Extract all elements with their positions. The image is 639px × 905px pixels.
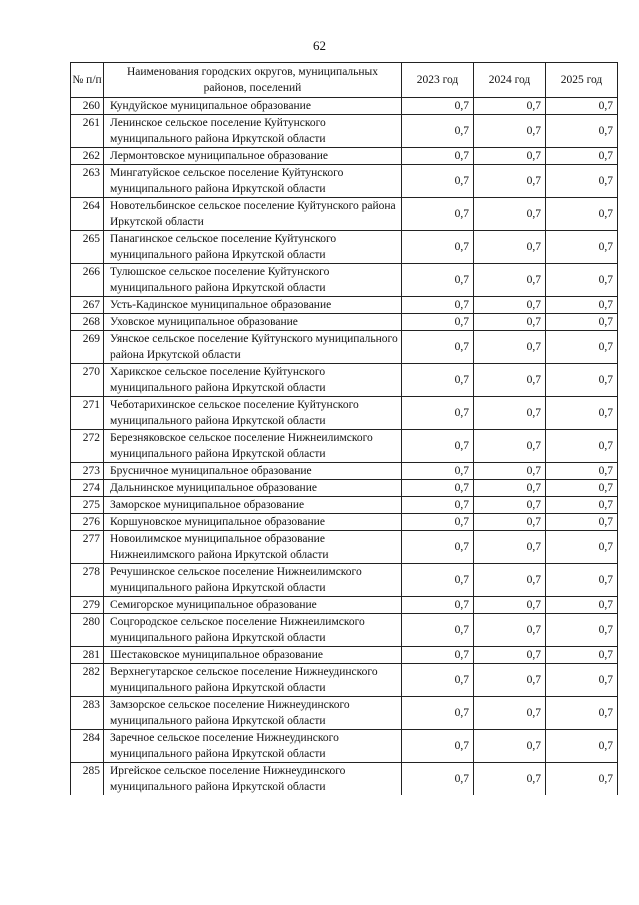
table-row: [71, 331, 618, 364]
value-2023: 0,7: [402, 497, 474, 514]
value-2023: 0,7: [402, 397, 474, 430]
value-2024: 0,7: [474, 264, 546, 297]
value-2023: 0,7: [402, 297, 474, 314]
row-name: Брусничное муниципальное образование: [104, 463, 402, 480]
value-2024: 0,7: [474, 497, 546, 514]
value-2023: 0,7: [402, 647, 474, 664]
value-2023: 0,7: [402, 115, 474, 148]
value-2025: 0,7: [546, 148, 618, 165]
table-row: [71, 165, 618, 198]
header-number: № п/п: [71, 63, 104, 98]
row-number: 280: [71, 614, 104, 647]
header-name: Наименования городских округов, муниципальных районов, поселений: [104, 63, 402, 98]
row-name: Коршуновское муниципальное образование: [104, 514, 402, 531]
table-row: [71, 514, 618, 531]
row-number: 276: [71, 514, 104, 531]
value-2023: 0,7: [402, 314, 474, 331]
row-number: 282: [71, 664, 104, 697]
value-2025: 0,7: [546, 231, 618, 264]
row-name: Лермонтовское муниципальное образование: [104, 148, 402, 165]
row-number: 263: [71, 165, 104, 198]
page-number: 62: [313, 38, 326, 53]
row-name: Соцгородское сельское поселение Нижнеилимского муниципального района Иркутской области: [104, 614, 402, 647]
value-2023: 0,7: [402, 198, 474, 231]
value-2024: 0,7: [474, 614, 546, 647]
table-row: [71, 763, 618, 796]
row-number: 262: [71, 148, 104, 165]
table-row: [71, 364, 618, 397]
row-number: 269: [71, 331, 104, 364]
value-2023: 0,7: [402, 98, 474, 115]
row-name: Чеботарихинское сельское поселение Куйтунского муниципального района Иркутской области: [104, 397, 402, 430]
value-2025: 0,7: [546, 763, 618, 796]
value-2024: 0,7: [474, 397, 546, 430]
row-number: 264: [71, 198, 104, 231]
row-name: Новоилимское муниципальное образование Нижнеилимского района Иркутской области: [104, 531, 402, 564]
value-2024: 0,7: [474, 763, 546, 796]
table-row: [71, 480, 618, 497]
value-2023: 0,7: [402, 697, 474, 730]
row-number: 274: [71, 480, 104, 497]
value-2024: 0,7: [474, 364, 546, 397]
table-row: [71, 198, 618, 231]
value-2023: 0,7: [402, 763, 474, 796]
value-2023: 0,7: [402, 364, 474, 397]
row-number: 261: [71, 115, 104, 148]
allocation-table: [70, 62, 618, 795]
value-2024: 0,7: [474, 480, 546, 497]
value-2024: 0,7: [474, 231, 546, 264]
value-2025: 0,7: [546, 647, 618, 664]
table-row: [71, 314, 618, 331]
row-number: 283: [71, 697, 104, 730]
row-name: Дальнинское муниципальное образование: [104, 480, 402, 497]
table-row: [71, 463, 618, 480]
value-2025: 0,7: [546, 264, 618, 297]
value-2025: 0,7: [546, 98, 618, 115]
row-number: 267: [71, 297, 104, 314]
row-name: Усть-Кадинское муниципальное образование: [104, 297, 402, 314]
value-2024: 0,7: [474, 697, 546, 730]
value-2024: 0,7: [474, 314, 546, 331]
value-2023: 0,7: [402, 664, 474, 697]
value-2023: 0,7: [402, 264, 474, 297]
row-name: Панагинское сельское поселение Куйтунского муниципального района Иркутской области: [104, 231, 402, 264]
table-row: [71, 397, 618, 430]
value-2025: 0,7: [546, 597, 618, 614]
value-2025: 0,7: [546, 364, 618, 397]
value-2024: 0,7: [474, 597, 546, 614]
value-2025: 0,7: [546, 331, 618, 364]
value-2024: 0,7: [474, 531, 546, 564]
row-number: 270: [71, 364, 104, 397]
row-name: Уянское сельское поселение Куйтунского муниципального района Иркутской области: [104, 331, 402, 364]
value-2025: 0,7: [546, 564, 618, 597]
value-2024: 0,7: [474, 430, 546, 463]
table-row: [71, 614, 618, 647]
table-row: [71, 231, 618, 264]
row-name: Новотельбинское сельское поселение Куйтунского района Иркутской области: [104, 198, 402, 231]
table-row: [71, 664, 618, 697]
value-2023: 0,7: [402, 480, 474, 497]
row-number: 277: [71, 531, 104, 564]
value-2025: 0,7: [546, 514, 618, 531]
table-row: [71, 597, 618, 614]
row-name: Кундуйское муниципальное образование: [104, 98, 402, 115]
value-2025: 0,7: [546, 664, 618, 697]
value-2024: 0,7: [474, 664, 546, 697]
row-name: Березняковское сельское поселение Нижнеилимского муниципального района Иркутской области: [104, 430, 402, 463]
table-row: [71, 115, 618, 148]
row-name: Заморское муниципальное образование: [104, 497, 402, 514]
value-2024: 0,7: [474, 297, 546, 314]
row-number: 271: [71, 397, 104, 430]
row-name: Верхнегутарское сельское поселение Нижнеудинского муниципального района Иркутской области: [104, 664, 402, 697]
row-number: 278: [71, 564, 104, 597]
table-row: [71, 264, 618, 297]
value-2024: 0,7: [474, 730, 546, 763]
value-2023: 0,7: [402, 331, 474, 364]
row-number: 279: [71, 597, 104, 614]
row-number: 266: [71, 264, 104, 297]
value-2023: 0,7: [402, 730, 474, 763]
value-2024: 0,7: [474, 98, 546, 115]
row-name: Ленинское сельское поселение Куйтунского муниципального района Иркутской области: [104, 115, 402, 148]
value-2024: 0,7: [474, 331, 546, 364]
value-2025: 0,7: [546, 697, 618, 730]
row-number: 273: [71, 463, 104, 480]
table-header-row: [71, 63, 618, 98]
value-2025: 0,7: [546, 397, 618, 430]
row-number: 272: [71, 430, 104, 463]
value-2024: 0,7: [474, 463, 546, 480]
row-name: Харикское сельское поселение Куйтунского муниципального района Иркутской области: [104, 364, 402, 397]
table-row: [71, 148, 618, 165]
value-2025: 0,7: [546, 430, 618, 463]
value-2025: 0,7: [546, 314, 618, 331]
value-2024: 0,7: [474, 647, 546, 664]
row-number: 284: [71, 730, 104, 763]
row-name: Мингатуйское сельское поселение Куйтунского муниципального района Иркутской области: [104, 165, 402, 198]
row-number: 275: [71, 497, 104, 514]
row-name: Уховское муниципальное образование: [104, 314, 402, 331]
table-row: [71, 497, 618, 514]
value-2023: 0,7: [402, 514, 474, 531]
value-2025: 0,7: [546, 614, 618, 647]
header-2025: 2025 год: [546, 63, 618, 98]
value-2024: 0,7: [474, 148, 546, 165]
value-2025: 0,7: [546, 297, 618, 314]
table-row: [71, 98, 618, 115]
table-row: [71, 564, 618, 597]
value-2023: 0,7: [402, 531, 474, 564]
value-2023: 0,7: [402, 148, 474, 165]
value-2025: 0,7: [546, 165, 618, 198]
header-2024: 2024 год: [474, 63, 546, 98]
table-row: [71, 531, 618, 564]
row-number: 281: [71, 647, 104, 664]
row-name: Иргейское сельское поселение Нижнеудинского муниципального района Иркутской области: [104, 763, 402, 796]
table-row: [71, 647, 618, 664]
value-2025: 0,7: [546, 497, 618, 514]
table-row: [71, 697, 618, 730]
value-2024: 0,7: [474, 564, 546, 597]
value-2023: 0,7: [402, 165, 474, 198]
row-name: Заречное сельское поселение Нижнеудинского муниципального района Иркутской области: [104, 730, 402, 763]
value-2024: 0,7: [474, 514, 546, 531]
value-2023: 0,7: [402, 463, 474, 480]
value-2024: 0,7: [474, 165, 546, 198]
row-name: Замзорское сельское поселение Нижнеудинского муниципального района Иркутской области: [104, 697, 402, 730]
row-name: Шестаковское муниципальное образование: [104, 647, 402, 664]
row-number: 268: [71, 314, 104, 331]
row-name: Речушинское сельское поселение Нижнеилимского муниципального района Иркутской области: [104, 564, 402, 597]
table-row: [71, 730, 618, 763]
value-2024: 0,7: [474, 198, 546, 231]
table-row: [71, 430, 618, 463]
row-name: Семигорское муниципальное образование: [104, 597, 402, 614]
value-2023: 0,7: [402, 564, 474, 597]
value-2023: 0,7: [402, 597, 474, 614]
value-2025: 0,7: [546, 730, 618, 763]
value-2024: 0,7: [474, 115, 546, 148]
value-2025: 0,7: [546, 463, 618, 480]
value-2025: 0,7: [546, 198, 618, 231]
row-name: Тулюшское сельское поселение Куйтунского муниципального района Иркутской области: [104, 264, 402, 297]
value-2023: 0,7: [402, 614, 474, 647]
table-row: [71, 297, 618, 314]
value-2023: 0,7: [402, 231, 474, 264]
value-2023: 0,7: [402, 430, 474, 463]
row-number: 285: [71, 763, 104, 796]
value-2025: 0,7: [546, 531, 618, 564]
value-2025: 0,7: [546, 480, 618, 497]
value-2025: 0,7: [546, 115, 618, 148]
row-number: 265: [71, 231, 104, 264]
header-2023: 2023 год: [402, 63, 474, 98]
row-number: 260: [71, 98, 104, 115]
